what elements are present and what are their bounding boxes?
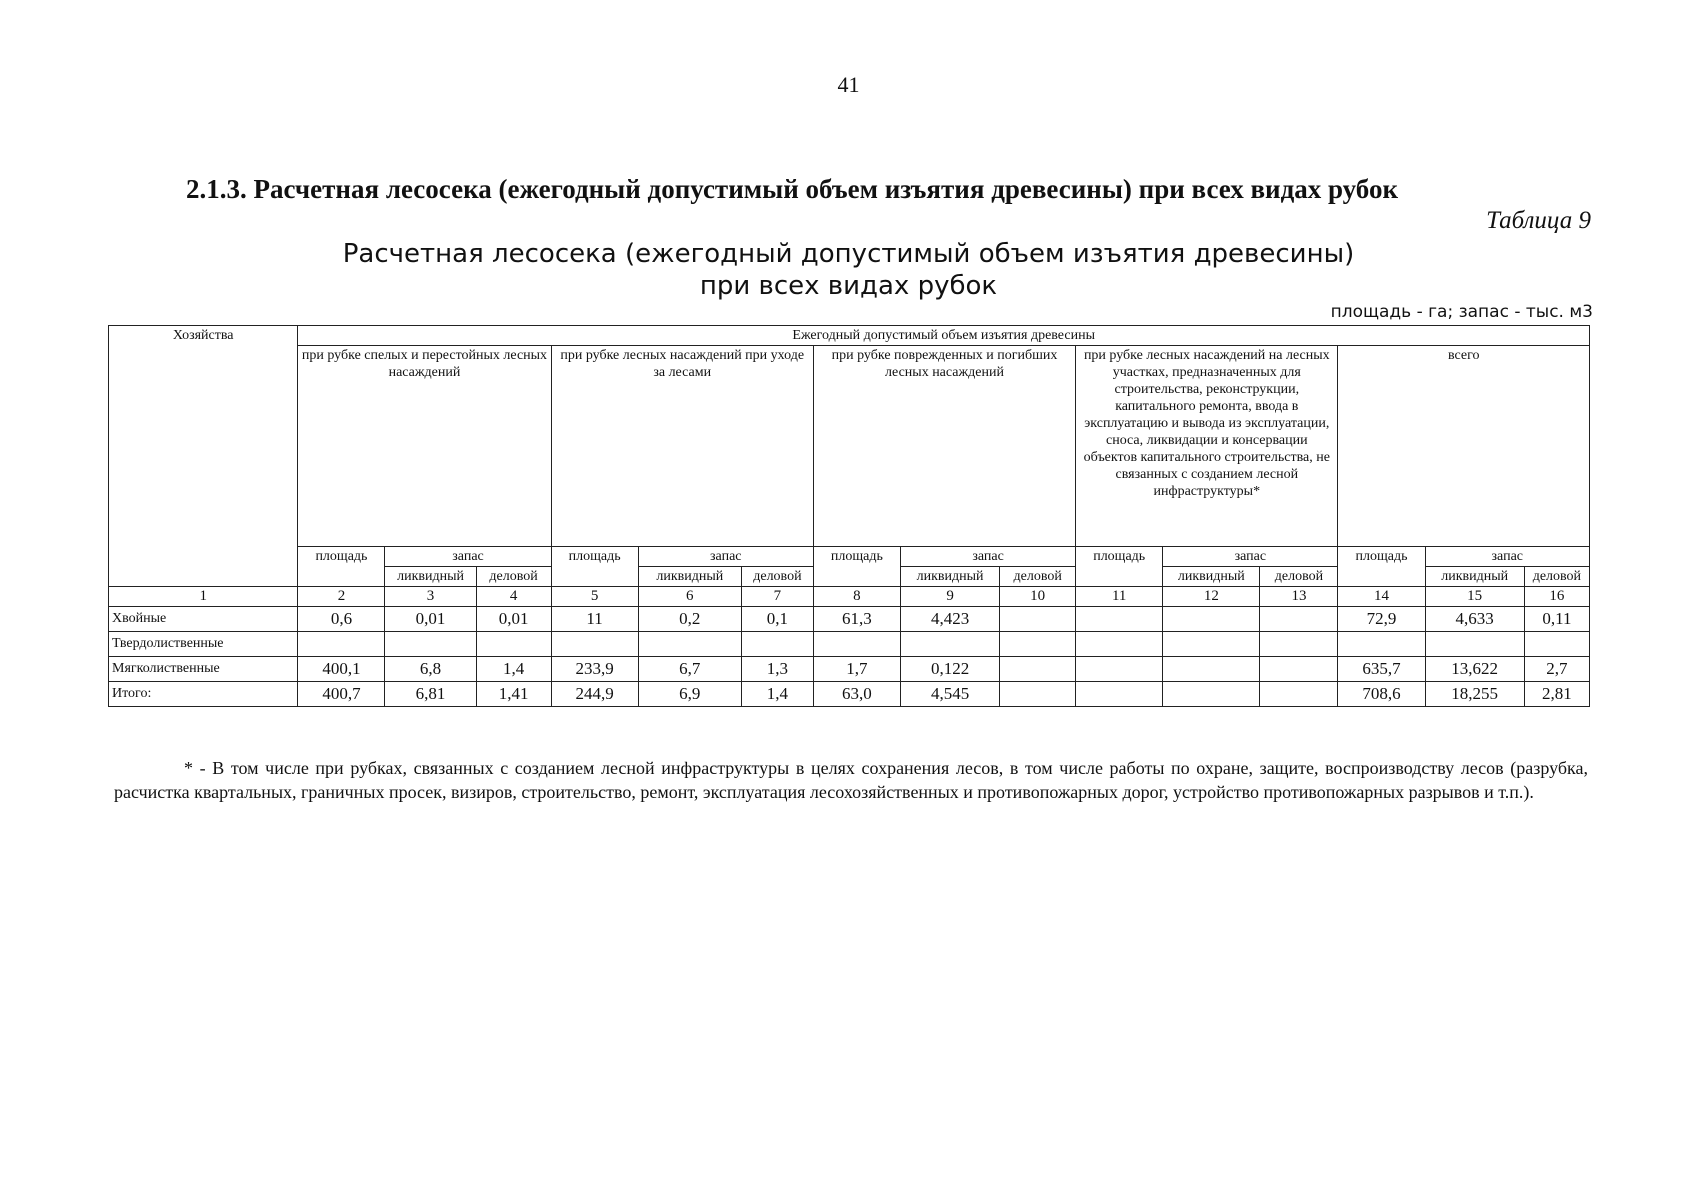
table-cell: 13,622 — [1425, 657, 1524, 682]
table-cell — [1425, 632, 1524, 657]
area-header: площадь — [298, 547, 385, 587]
column-number: 8 — [813, 587, 900, 607]
table-cell — [298, 632, 385, 657]
table-row — [109, 682, 1590, 707]
table-cell — [385, 632, 476, 657]
table-cell — [1338, 632, 1425, 657]
felling-table — [108, 325, 1590, 707]
table-cell: 400,1 — [298, 657, 385, 682]
business-header: деловой — [476, 567, 551, 587]
table-cell — [1260, 682, 1338, 707]
table-cell — [551, 632, 638, 657]
table-cell — [1076, 682, 1163, 707]
column-number: 11 — [1076, 587, 1163, 607]
table-cell — [638, 632, 741, 657]
table-cell — [1163, 607, 1260, 632]
table-cell — [1000, 682, 1076, 707]
table-row — [109, 607, 1590, 632]
table-cell: 0,11 — [1524, 607, 1589, 632]
units-note: площадь - га; запас - тыс. м3 — [1330, 302, 1593, 322]
header-row-1 — [109, 326, 1590, 346]
table-row — [109, 657, 1590, 682]
group-header-care: при рубке лесных насаждений при уходе за лесами — [551, 346, 813, 547]
stock-header: запас — [1425, 547, 1589, 567]
column-number: 10 — [1000, 587, 1076, 607]
column-number-row — [109, 587, 1590, 607]
table-cell — [1000, 632, 1076, 657]
table-cell: 635,7 — [1338, 657, 1425, 682]
table-cell: 0,2 — [638, 607, 741, 632]
table-cell — [1524, 632, 1589, 657]
group-header-total: всего — [1338, 346, 1590, 547]
liquid-header: ликвидный — [1163, 567, 1260, 587]
column-number: 14 — [1338, 587, 1425, 607]
row-label: Итого: — [109, 682, 298, 707]
column-number: 12 — [1163, 587, 1260, 607]
header-row-2 — [109, 346, 1590, 547]
table-cell: 18,255 — [1425, 682, 1524, 707]
table-cell — [1000, 657, 1076, 682]
table-cell: 244,9 — [551, 682, 638, 707]
liquid-header: ликвидный — [638, 567, 741, 587]
table-cell: 1,3 — [741, 657, 813, 682]
table-cell — [1163, 632, 1260, 657]
page-number: 41 — [837, 72, 860, 97]
business-header: деловой — [741, 567, 813, 587]
table-cell: 0,122 — [900, 657, 999, 682]
area-header: площадь — [1076, 547, 1163, 587]
caption-line-1: Расчетная лесосека (ежегодный допустимый объем изъятия древесины) — [342, 239, 1355, 269]
column-number: 16 — [1524, 587, 1589, 607]
column-number: 1 — [109, 587, 298, 607]
table-cell — [1260, 607, 1338, 632]
row-label: Хвойные — [109, 607, 298, 632]
table-cell — [476, 632, 551, 657]
table-cell — [813, 632, 900, 657]
section-title: 2.1.3. Расчетная лесосека (ежегодный допустимый объем изъятия древесины) при всех видах рубок — [186, 174, 1399, 204]
table-cell: 6,8 — [385, 657, 476, 682]
table-cell: 1,41 — [476, 682, 551, 707]
table-cell — [1000, 607, 1076, 632]
table-cell — [1076, 607, 1163, 632]
column-number: 5 — [551, 587, 638, 607]
liquid-header: ликвидный — [385, 567, 476, 587]
table-cell — [1260, 632, 1338, 657]
table-cell: 2,81 — [1524, 682, 1589, 707]
liquid-header: ликвидный — [900, 567, 999, 587]
table-cell — [900, 632, 999, 657]
column-number: 2 — [298, 587, 385, 607]
table-cell: 6,9 — [638, 682, 741, 707]
footnote: * - В том числе при рубках, связанных с созданием лесной инфраструктуры в целях сохранения лесов, в том числе работы по охране, защите, воспроизводству лесов (разрубка, расчистка квартальных, граничных просек, визиров, строительство, ремонт, эксплуатация лесохозяйственных и противопожарных дорог, устройство противопожарных разрывов и т.п.). — [114, 758, 1588, 802]
business-header: деловой — [1000, 567, 1076, 587]
table-cell: 708,6 — [1338, 682, 1425, 707]
table-cell: 6,7 — [638, 657, 741, 682]
stock-header: запас — [1163, 547, 1338, 567]
caption-line-2: при всех видах рубок — [699, 271, 998, 301]
table-cell: 0,01 — [476, 607, 551, 632]
table-cell — [1163, 682, 1260, 707]
business-header: деловой — [1524, 567, 1589, 587]
table-cell: 400,7 — [298, 682, 385, 707]
area-header: площадь — [813, 547, 900, 587]
business-header: деловой — [1260, 567, 1338, 587]
column-number: 6 — [638, 587, 741, 607]
annual-header: Ежегодный допустимый объем изъятия древесины — [298, 326, 1590, 346]
column-number: 15 — [1425, 587, 1524, 607]
table-cell: 1,4 — [741, 682, 813, 707]
farms-header: Хозяйства — [109, 326, 298, 587]
table-cell: 6,81 — [385, 682, 476, 707]
table-body — [109, 607, 1590, 707]
table-cell: 1,7 — [813, 657, 900, 682]
table-cell: 63,0 — [813, 682, 900, 707]
table-row — [109, 632, 1590, 657]
table-cell: 0,6 — [298, 607, 385, 632]
table-cell: 4,423 — [900, 607, 999, 632]
table-cell: 72,9 — [1338, 607, 1425, 632]
group-header-damaged: при рубке поврежденных и погибших лесных насаждений — [813, 346, 1075, 547]
table-cell — [1076, 632, 1163, 657]
column-number: 7 — [741, 587, 813, 607]
stock-header: запас — [900, 547, 1075, 567]
table-cell: 61,3 — [813, 607, 900, 632]
area-header: площадь — [551, 547, 638, 587]
table-caption — [0, 238, 1697, 302]
table-cell: 2,7 — [1524, 657, 1589, 682]
group-header-mature: при рубке спелых и перестойных лесных насаждений — [298, 346, 551, 547]
liquid-header: ликвидный — [1425, 567, 1524, 587]
stock-header: запас — [385, 547, 551, 567]
table-cell: 4,545 — [900, 682, 999, 707]
table-cell: 233,9 — [551, 657, 638, 682]
header-row-3 — [109, 547, 1590, 567]
column-number: 9 — [900, 587, 999, 607]
row-label: Твердолиственные — [109, 632, 298, 657]
column-number: 13 — [1260, 587, 1338, 607]
area-header: площадь — [1338, 547, 1425, 587]
table-cell: 1,4 — [476, 657, 551, 682]
row-label: Мягколиственные — [109, 657, 298, 682]
table-cell: 0,01 — [385, 607, 476, 632]
group-header-construction: при рубке лесных насаждений на лесных участках, предназначенных для строительства, реконструкции, капитального ремонта, ввода в эксплуатацию и вывода из эксплуатации, сноса, ликвидации и консервации объектов капитального строительства, не связанных с созданием лесной инфраструктуры* — [1076, 346, 1338, 547]
table-cell — [741, 632, 813, 657]
table-cell — [1076, 657, 1163, 682]
table-cell: 0,1 — [741, 607, 813, 632]
table-cell: 11 — [551, 607, 638, 632]
table-cell — [1260, 657, 1338, 682]
table-label: Таблица 9 — [1486, 207, 1591, 234]
table-cell: 4,633 — [1425, 607, 1524, 632]
column-number: 4 — [476, 587, 551, 607]
table-cell — [1163, 657, 1260, 682]
column-number: 3 — [385, 587, 476, 607]
stock-header: запас — [638, 547, 813, 567]
